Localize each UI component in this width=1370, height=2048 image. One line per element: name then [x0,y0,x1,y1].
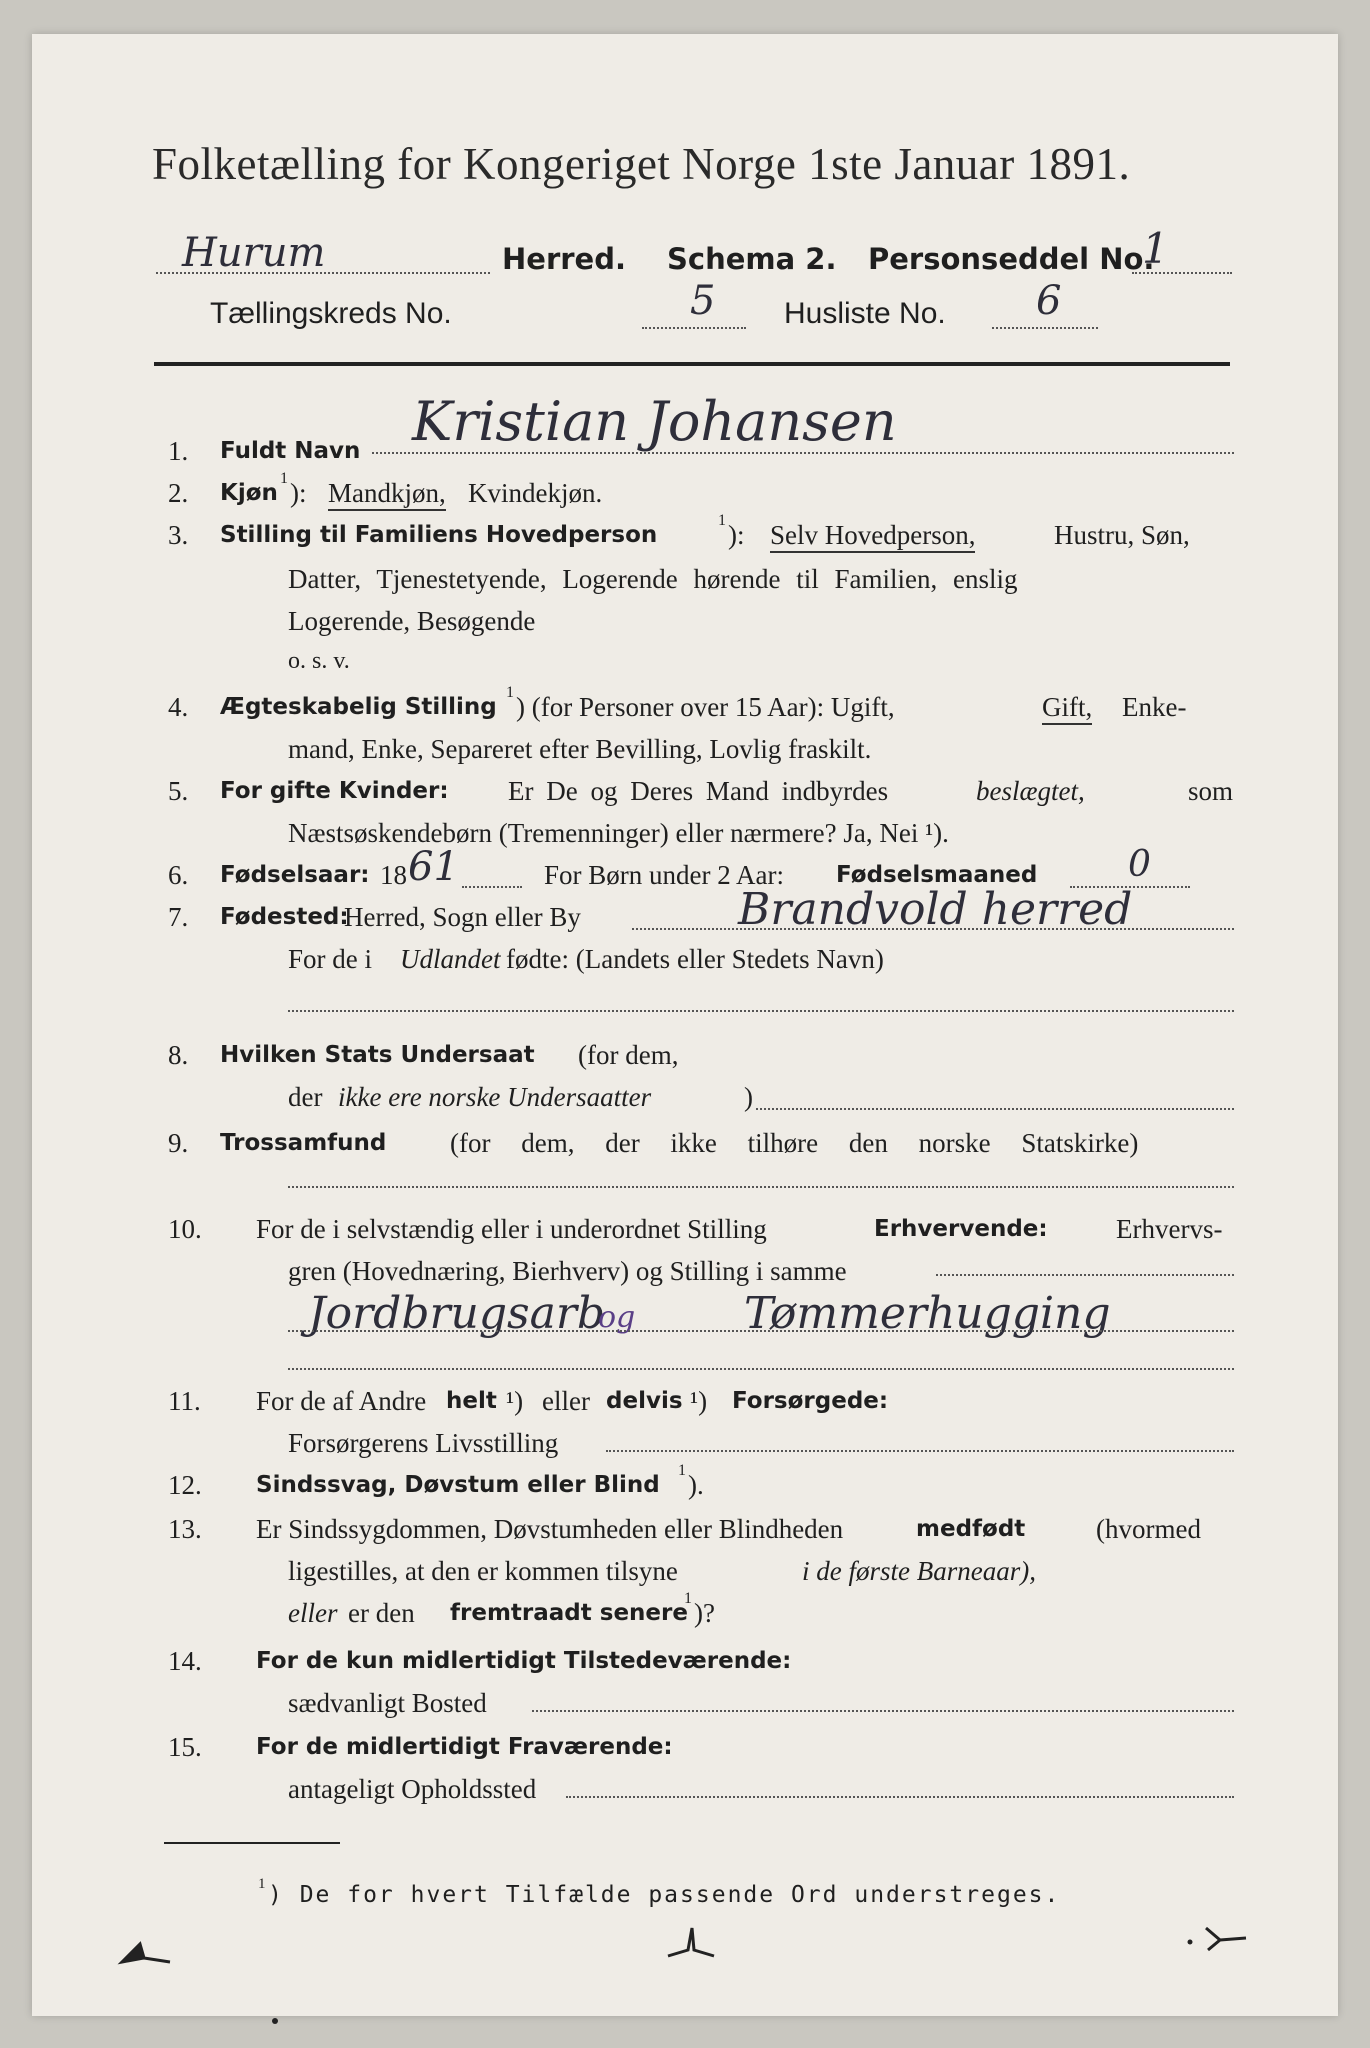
q11-line1c: eller [542,1386,590,1416]
q11-line1a: For de af Andre [256,1386,427,1416]
q6-mid: For Børn under 2 Aar: [544,860,784,890]
q9-dotline [288,1186,1234,1188]
kreds-value: 5 [690,278,716,324]
q6-label: Fødselsaar: [220,862,370,888]
q5-line1b: som [1188,776,1234,806]
q8-label: Hvilken Stats Undersaat [220,1042,535,1068]
q15-label: For de midlertidigt Fraværende: [256,1734,673,1760]
birth-year-value: 61 [408,844,459,890]
q3-line3: Logerende, Besøgende [288,606,536,636]
q13-line3-bold: fremtraadt senere [450,1600,688,1626]
q8-line1: (for dem, [578,1040,679,1070]
q7-extra-dotline [288,1010,1234,1012]
q6-number: 6. [168,860,189,890]
q11-helt: helt [446,1388,497,1414]
footnote-text: ) De for hvert Tilfælde passende Ord understreges. [268,1882,1061,1908]
q4-line1b: Enke- [1122,692,1187,722]
q4-line1a: ) (for Personer over 15 Aar): Ugift, [516,692,895,722]
q10-dotline3 [288,1368,1234,1370]
q10-line1-bold: Erhvervende: [874,1216,1048,1242]
q5-label: For gifte Kvinder: [220,778,449,804]
q1-dotline [372,452,1234,454]
q13-line2a: ligestilles, at den er kommen tilsyne [288,1556,678,1586]
q13-line1-bold: medfødt [916,1516,1026,1542]
occupation-value-a: Jordbrugsarb [308,1288,606,1339]
q7-label: Fødested: [220,904,349,930]
q5-line1a: Er De og Deres Mand indbyrdes [508,776,889,806]
q15-dotline [566,1796,1234,1798]
q6-year-dotline [462,886,522,888]
q3-number: 3. [168,520,189,550]
ink-dot [272,2018,278,2024]
q2-label: Kjøn [220,480,278,506]
q2-number: 2. [168,478,189,508]
q13-line3a: er den [348,1598,415,1628]
q14-line2: sædvanligt Bosted [288,1688,487,1718]
corner-mark-right [1180,1918,1252,1960]
q5-line1-em: beslægtet, [976,776,1085,806]
footnote-rule [164,1842,340,1844]
q15-line2: antageligt Opholdssted [288,1774,537,1804]
birthplace-value: Brandvold herred [738,884,1133,935]
q5-number: 5. [168,776,189,806]
q3-colon: ): [728,520,745,550]
q9-number: 9. [168,1128,189,1158]
q8-dotline [756,1108,1234,1110]
q1-label: Fuldt Navn [220,438,361,464]
personseddel-label: Personseddel No. [868,242,1155,276]
husliste-label: Husliste No. [784,297,946,330]
kreds-dotline [642,327,746,329]
schema-label: Schema 2. [667,242,837,276]
q11-line2: Forsørgerens Livsstilling [288,1428,559,1458]
q9-line1: (for dem, der ikke tilhøre den norske Statskirke) [450,1128,1139,1158]
herred-label: Herred. [502,242,626,276]
q4-line2: mand, Enke, Separeret efter Bevilling, Lovlig fraskilt. [288,734,872,764]
herred-dotline [156,272,490,274]
corner-mark-left [116,1936,176,1976]
personseddel-dotline [1132,272,1232,274]
birth-month-value: 0 [1128,844,1151,885]
q14-dotline [532,1710,1234,1712]
q13-line1b: (hvormed [1096,1514,1201,1544]
q14-number: 14. [168,1646,202,1676]
occupation-value-b: og [598,1300,636,1335]
q8-line2a: der [288,1082,323,1112]
q11-number: 11. [168,1386,201,1416]
q13-line2-em: i de første Barneaar), [802,1556,1036,1586]
q6-year-prefix: 18 [380,860,407,890]
q8-line2-em: ikke ere norske Undersaatter [338,1082,652,1112]
q10-number: 10. [168,1214,202,1244]
q11-delvis: delvis [606,1388,683,1414]
q13-line1a: Er Sindssygdommen, Døvstumheden eller Blindheden [256,1514,844,1544]
q3-line1-rest: Hustru, Søn, [1054,520,1190,550]
q15-number: 15. [168,1732,202,1762]
q3-line4: o. s. v. [288,648,350,674]
q3-label: Stilling til Familiens Hovedperson [220,522,658,548]
census-form-sheet: Folketælling for Kongeriget Norge 1ste Januar 1891. Hurum Herred. Schema 2. Personseddel No. 1 Tællingskreds No. 5 Husliste No. 6 1. Fuldt Navn Kristian Johansen 2. Kjøn 1 ): Mandkjøn, Kvindekjøn. 3. Stilling til Familiens Hovedperson 1 ): Selv Hovedperson, Hustru, Søn, Datter, Tjenestetyende, Logerende hørende til Familien, enslig Logerende, Besøgende o. s. v. 4. Ægteskabelig Stilling 1 ) (for Personer over 15 Aar): Ugift, Gift, Enke- mand, Enke, Separeret efter Bevilling, Lovlig fraskilt. 5. For gifte Kvinder: Er De og Deres Mand indbyrdes beslægtet, som Næstsøskendebørn (Tremenninger) eller nærmere? Ja, Nei ¹). 6. Fødselsaar: 18 61 For Børn under 2 Aar: Fødselsmaaned 0 7. Fødested: Herred, Sogn eller By Brandvold herred For de i Udlandet fødte: (Landets eller Stedets Navn) 8. Hvilken Stats Undersaat (for dem, der ikke ere norske Undersaatter ) 9. Trossamfund (for dem, der ikke tilhøre den norske Statskirke) 10. For de i selvstændig eller i underordnet Stilling Erhvervende: Erhvervs- gren (Hovednæring, Bierhverv) og Stilling i samme Jordbrugsarb og Tømmerhugging 11. For de af Andre helt ¹) eller delvis ¹) Forsørgede: Forsørgerens Livsstilling 12. Sindssvag, Døvstum eller Blind 1 ). 13. Er Sindssygdommen, Døvstumheden eller Blindheden medfødt (hvormed ligestilles, at den er kommen tilsyne i de første Barneaar), eller er den fremtraadt senere 1 )? 14. For de kun midlertidigt Tilstedeværende: sædvanligt Bosted 15. For de midlertidigt Fraværende: antageligt Opholdssted 1 ) De for hvert Tilfælde passende Ord understreges. [32,34,1338,2016]
corner-mark-center [662,1922,718,1964]
q7-line2b: fødte: (Landets eller Stedets Navn) [506,944,884,974]
kreds-label: Tællingskreds No. [210,297,452,330]
q9-label: Trossamfund [220,1130,387,1156]
full-name-value: Kristian Johansen [412,390,897,453]
q10-line1b: Erhvervs- [1116,1214,1223,1244]
herred-value: Hurum [182,230,326,276]
form-title: Folketælling for Kongeriget Norge 1ste Januar 1891. [152,139,1131,189]
q3-line2: Datter, Tjenestetyende, Logerende hørende til Familien, enslig [288,564,1018,594]
q10-dotline2 [288,1330,1234,1332]
q3-sup: 1 [718,512,726,529]
q13-number: 13. [168,1514,202,1544]
husliste-dotline [992,327,1098,329]
q4-number: 4. [168,692,189,722]
personseddel-value: 1 [1142,224,1169,273]
q2-sup: 1 [280,470,288,487]
husliste-value: 6 [1036,278,1062,324]
q2-colon: ): [290,478,307,508]
q7-line2a: For de i [288,944,372,974]
q7-number: 7. [168,902,189,932]
q6-month-label: Fødselsmaaned [836,862,1038,888]
q12-number: 12. [168,1470,202,1500]
q12-label: Sindssvag, Døvstum eller Blind [256,1472,660,1498]
q12-tail: ). [688,1470,704,1500]
q4-label: Ægteskabelig Stilling [220,694,497,720]
q10-dotline1 [936,1274,1234,1276]
header-rule [154,362,1230,366]
occupation-value-c: Tømmerhugging [744,1288,1111,1339]
q13-line3b: )? [694,1598,715,1628]
q11-line1d: Forsørgede: [732,1388,889,1414]
q7-line2-em: Udlandet [400,944,501,974]
q2-option-female: Kvindekjøn. [468,478,603,508]
q7-line1: Herred, Sogn eller By [344,902,581,932]
q2-option-male-selected: Mandkjøn, [328,478,446,511]
q10-line2: gren (Hovednæring, Bierhverv) og Stilling i samme [288,1256,847,1286]
q5-line2: Næstsøskendebørn (Tremenninger) eller nærmere? Ja, Nei ¹). [288,818,949,848]
q1-number: 1. [168,436,189,466]
footnote-sup: 1 [258,1876,266,1892]
q10-line1a: For de i selvstændig eller i underordnet Stilling [256,1214,767,1244]
q14-label: For de kun midlertidigt Tilstedeværende: [256,1648,792,1674]
q4-option-selected: Gift, [1042,692,1092,725]
q8-number: 8. [168,1040,189,1070]
q11-dotline [606,1450,1234,1452]
q4-sup: 1 [506,684,514,701]
q13-line3-em: eller [288,1598,338,1628]
q3-option-selected: Selv Hovedperson, [770,520,975,553]
